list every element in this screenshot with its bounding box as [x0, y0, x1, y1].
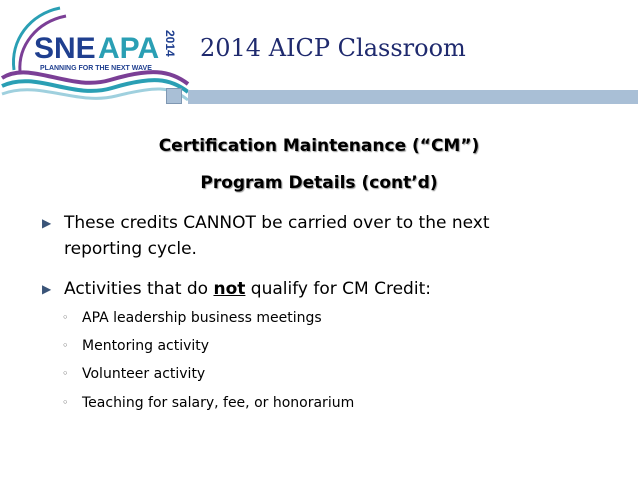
circle-bullet-icon: ◦	[62, 339, 69, 352]
bullet-credits-line1: These credits CANNOT be carried over to the next	[64, 213, 490, 233]
heading-certification: Certification Maintenance (“CM”)	[158, 136, 480, 156]
logo-tagline: PLANNING FOR THE NEXT WAVE	[40, 65, 152, 72]
bullet-credits-line2: reporting cycle.	[64, 239, 197, 259]
circle-bullet-icon: ◦	[62, 396, 69, 409]
circle-bullet-icon: ◦	[62, 311, 69, 324]
header-accent-bar	[188, 90, 638, 104]
logo-year: 2014	[163, 30, 177, 57]
slide-title: 2014 AICP Classroom	[200, 34, 466, 62]
header-accent-square	[166, 88, 182, 104]
heading-program-details: Program Details (cont’d)	[200, 173, 438, 193]
triangle-bullet-icon: ▶	[42, 282, 52, 296]
emphasis-not: not	[213, 279, 246, 299]
circle-bullet-icon: ◦	[62, 367, 69, 380]
triangle-bullet-icon: ▶	[42, 216, 52, 230]
logo-brand-right: APA	[98, 32, 160, 65]
logo-brand-left: SNE	[34, 32, 96, 65]
snepa-logo	[0, 0, 190, 106]
bullet-activities-text: Activities that do not qualify for CM Credit:	[64, 279, 431, 299]
